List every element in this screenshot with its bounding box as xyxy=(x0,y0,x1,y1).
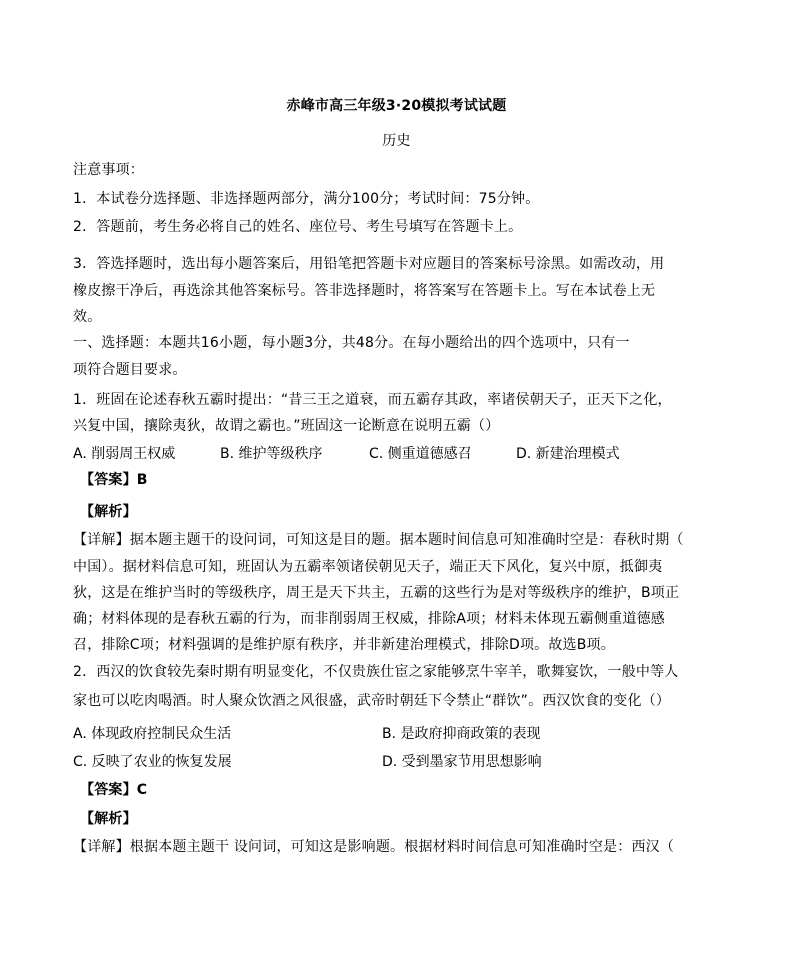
question-1-detail-line-4: 确；材料体现的是春秋五霸的行为，而非削弱周王权威，排除A项；材料未体现五霸侧重道德感 xyxy=(73,611,665,627)
note-item-2: 2．答题前，考生务必将自己的姓名、座位号、考生号填写在答题卡上。 xyxy=(73,219,523,235)
section-heading-line-1: 一、选择题：本题共16小题，每小题3分，共48分。在每小题给出的四个选项中，只有一 xyxy=(73,335,630,351)
question-1-analysis-label: 【解析】 xyxy=(80,504,137,520)
exam-subject: 历史 xyxy=(382,133,411,149)
question-1-option-d: D. 新建治理模式 xyxy=(516,446,620,462)
question-1-detail-line-2: 中国）。据材料信息可知，班固认为五霸率领诸侯朝见天子，端正天下风化，复兴中原，抵御夷 xyxy=(73,559,663,575)
question-1-option-c: C. 侧重道德感召 xyxy=(369,446,472,462)
question-2-answer: 【答案】C xyxy=(80,782,148,798)
notes-heading: 注意事项： xyxy=(73,162,144,178)
question-1-stem-line-2: 兴复中国，攘除夷狄，故谓之霸也。”班固这一论断意在说明五霸（） xyxy=(73,418,500,434)
question-1-option-a: A. 削弱周王权威 xyxy=(73,446,176,462)
note-item-3-line-1: 3．答选择题时，选出每小题答案后，用铅笔把答题卡对应题目的答案标号涂黑。如需改动，用 xyxy=(73,256,665,272)
note-item-3-line-2: 橡皮擦干净后，再选涂其他答案标号。答非选择题时，将答案写在答题卡上。写在本试卷上无 xyxy=(73,283,656,299)
question-1-option-b: B. 维护等级秩序 xyxy=(220,446,323,462)
exam-title: 赤峰市高三年级3·20模拟考试试题 xyxy=(286,98,507,114)
note-item-3-line-3: 效。 xyxy=(73,309,102,325)
question-2-option-c: C. 反映了农业的恢复发展 xyxy=(73,754,232,770)
question-2-stem-line-2: 家也可以吃肉喝酒。时人聚众饮酒之风很盛，武帝时朝廷下令禁止“群饮”。西汉饮食的变化（） xyxy=(73,693,671,709)
question-2-detail-line-1: 【详解】根据本题主题干 设问词，可知这是影响题。根据材料时间信息可知准确时空是：西汉（ xyxy=(73,839,675,855)
question-2-option-d: D. 受到墨家节用思想影响 xyxy=(382,754,542,770)
question-1-stem-line-1: 1．班固在论述春秋五霸时提出：“昔三王之道衰，而五霸存其政，率诸侯朝天子，正天下之化， xyxy=(73,392,672,408)
section-heading-line-2: 项符合题目要求。 xyxy=(73,362,187,378)
question-1-detail-line-5: 召，排除C项；材料强调的是维护原有秩序，并非新建治理模式，排除D项。故选B项。 xyxy=(73,637,615,653)
question-1-detail-line-1: 【详解】据本题主题干的设问词，可知这是目的题。据本题时间信息可知准确时空是：春秋时期（ xyxy=(73,532,684,548)
question-2-stem-line-1: 2．西汉的饮食较先秦时期有明显变化，不仅贵族仕宦之家能够烹牛宰羊，歌舞宴饮，一般中等人 xyxy=(73,664,679,680)
question-2-analysis-label: 【解析】 xyxy=(80,811,137,827)
question-1-answer: 【答案】B xyxy=(80,472,148,488)
question-1-detail-line-3: 狄，这是在维护当时的等级秩序，周王是天下共主，五霸的这些行为是对等级秩序的维护，B项正 xyxy=(73,585,680,601)
question-2-option-b: B. 是政府抑商政策的表现 xyxy=(382,726,541,742)
note-item-1: 1．本试卷分选择题、非选择题两部分，满分100分；考试时间：75分钟。 xyxy=(73,191,540,207)
question-2-option-a: A. 体现政府控制民众生活 xyxy=(73,726,232,742)
